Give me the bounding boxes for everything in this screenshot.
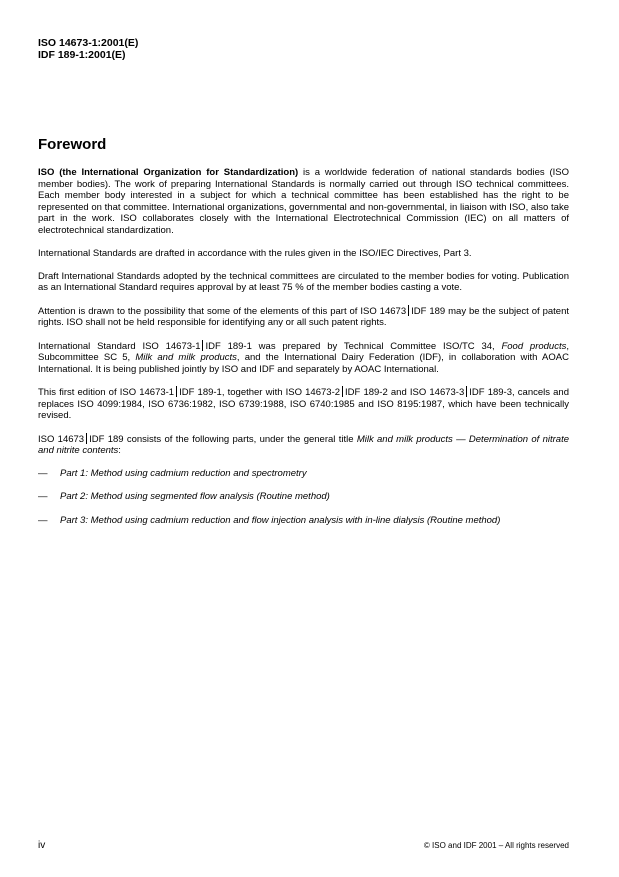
- header-iso-number: ISO 14673-1:2001(E): [38, 37, 139, 49]
- list-item: — Part 3: Method using cadmium reduction and flow injection analysis with in-line dialysis (Routine method): [38, 514, 501, 526]
- separator-bar: [342, 386, 343, 397]
- separator-bar: [408, 305, 409, 316]
- separator-bar: [202, 340, 203, 351]
- paragraph-voting: Draft International Standards adopted by the technical committees are circulated to the member bodies for voting. Publication as an International Standard requires approval by at least 75 % of the member bodies casting a vote.: [38, 270, 569, 293]
- paragraph-patent: Attention is drawn to the possibility that some of the elements of this part of ISO 14673 IDF 189 may be the subject of patent rights. ISO shall not be held responsible for identifying any or all such patent rights.: [38, 305, 569, 328]
- header-idf-number: IDF 189-1:2001(E): [38, 49, 126, 61]
- parts-list: [38, 468, 569, 527]
- document-header: [38, 37, 138, 61]
- separator-bar: [466, 386, 467, 397]
- separator-bar: [86, 433, 87, 444]
- foreword-body: [38, 167, 569, 538]
- separator-bar: [176, 386, 177, 397]
- paragraph-committee: International Standard ISO 14673-1 IDF 189-1 was prepared by Technical Committee ISO/TC 34, Food products, Subcommittee SC 5, Milk and milk products, and the International Dairy Federation (IDF), in collaboration with AOAC International. It is being published jointly by ISO and IDF and separately by AOAC International.: [38, 340, 569, 375]
- paragraph-parts: ISO 14673 IDF 189 consists of the following parts, under the general title Milk and milk products — Determination of nitrate and nitrite contents:: [38, 433, 570, 456]
- list-item: — Part 1: Method using cadmium reduction and spectrometry: [38, 467, 307, 479]
- paragraph-edition: This first edition of ISO 14673-1 IDF 189-1, together with ISO 14673-2 IDF 189-2 and ISO 14673-3 IDF 189-3, cancels and replaces ISO 4099:1984, ISO 6736:1982, ISO 6739:1988, ISO 6740:1985 and ISO 8195:1987, which have been technically revised.: [38, 387, 569, 421]
- paragraph-iso-intro: ISO (the International Organization for Standardization) is a worldwide federation of national standards bodies (ISO member bodies). The work of preparing International Standards is normally carried out through ISO technical committees. Each member body interested in a subject for which a technical committee has been established has the right to be represented on that committee. International organizations, governmental and non-governmental, in liaison with ISO, also take part in the work. ISO collaborates closely with the International Electrotechnical Commission (IEC) on all matters of electrotechnical standardization.: [38, 167, 569, 236]
- copyright-notice: © ISO and IDF 2001 – All rights reserved: [423, 841, 569, 850]
- page-number: iv: [38, 840, 46, 851]
- page-title: Foreword: [38, 136, 107, 153]
- iso-name-bold: ISO (the International Organization for Standardization): [38, 167, 299, 178]
- list-item: — Part 2: Method using segmented flow analysis (Routine method): [38, 491, 330, 502]
- paragraph-directives: International Standards are drafted in accordance with the rules given in the ISO/IEC Directives, Part 3.: [38, 248, 472, 259]
